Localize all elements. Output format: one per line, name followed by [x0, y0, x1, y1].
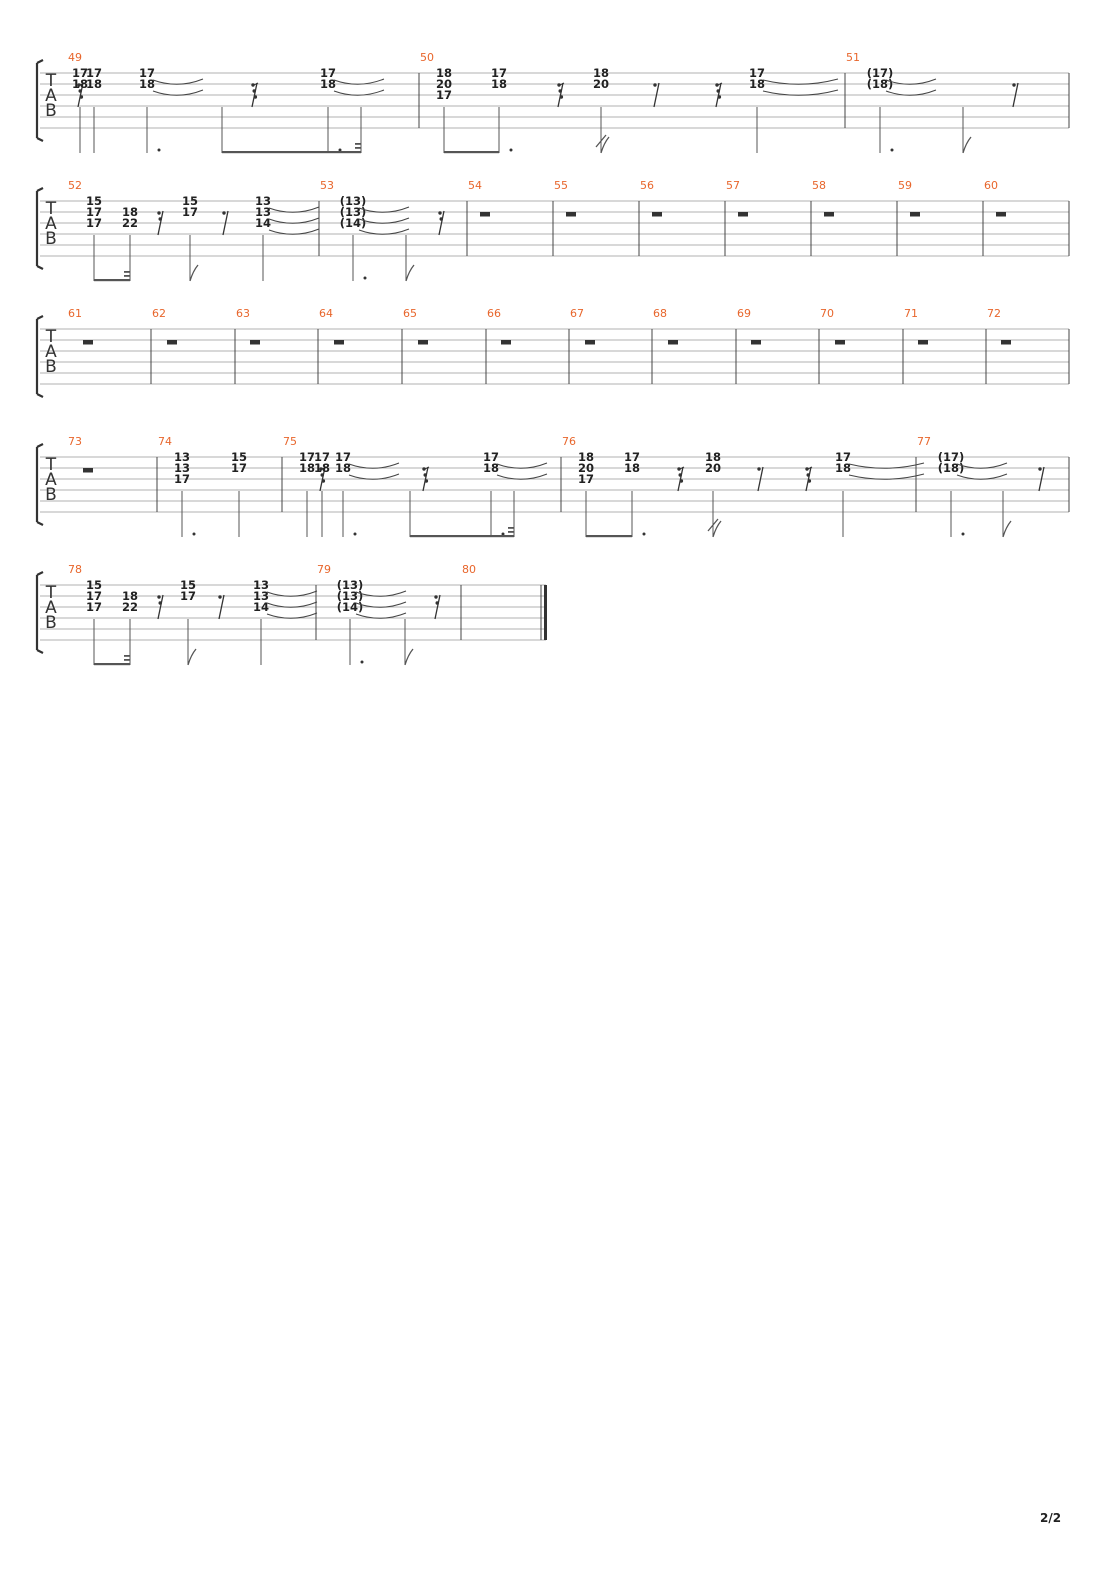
whole-rest	[83, 340, 93, 345]
fret-number: 17	[71, 66, 89, 80]
tie-arc	[269, 218, 319, 223]
measure-number: 56	[640, 179, 654, 192]
measure-number: 79	[317, 563, 331, 576]
measure-number: 55	[554, 179, 568, 192]
fret-number: 18	[313, 461, 331, 475]
rest-flag	[808, 479, 811, 482]
measure	[553, 179, 576, 256]
tie-arc	[497, 463, 547, 468]
fret-number: 18	[71, 77, 89, 91]
measure-number: 53	[320, 179, 334, 192]
tie-arc	[886, 90, 936, 95]
fret-number: 18	[85, 77, 103, 91]
measure-number: 77	[917, 435, 931, 448]
fret-number: 13	[173, 461, 191, 475]
measure	[402, 307, 428, 384]
fret-number: 18	[298, 461, 316, 475]
beam	[586, 535, 632, 537]
beam-secondary	[124, 655, 130, 657]
tie-arc	[267, 602, 317, 607]
tab-clef-letter: T	[45, 583, 57, 603]
note-flag	[963, 137, 971, 153]
tie-arc	[957, 474, 1007, 479]
fret-number: (13)	[339, 205, 367, 219]
whole-rest	[83, 468, 93, 473]
fret-number: (17)	[866, 66, 894, 80]
dot	[361, 661, 364, 664]
fret-number: 18	[482, 461, 500, 475]
tie-arc	[267, 613, 317, 618]
measure-number: 50	[420, 51, 434, 64]
fret-number: 14	[254, 216, 272, 230]
tab-clef-letter: T	[45, 455, 57, 475]
measure	[68, 435, 93, 473]
dot	[510, 149, 513, 152]
whole-rest	[996, 212, 1006, 217]
fret-number: (14)	[339, 216, 367, 230]
fret-number: 17	[482, 450, 500, 464]
tie-arc	[497, 474, 547, 479]
whole-rest	[751, 340, 761, 345]
fret-number: 17	[85, 66, 103, 80]
whole-rest	[652, 212, 662, 217]
fret-number: 18	[121, 589, 139, 603]
rest-flag	[254, 95, 257, 98]
fret-number: 17	[181, 205, 199, 219]
beam	[94, 663, 130, 665]
rest-flag	[222, 211, 225, 214]
fret-number: 17	[298, 450, 316, 464]
measure	[652, 307, 678, 384]
fret-number: 20	[435, 77, 453, 91]
measure	[736, 307, 761, 384]
measure	[68, 307, 93, 345]
measure-number: 64	[319, 307, 333, 320]
fret-number: 20	[592, 77, 610, 91]
fret-number: (13)	[336, 589, 364, 603]
fret-number: 18	[334, 461, 352, 475]
whole-rest	[1001, 340, 1011, 345]
tab-clef-letter: A	[45, 470, 57, 490]
tab-system	[37, 51, 1069, 153]
rest-flag	[436, 601, 439, 604]
beam-secondary	[508, 527, 514, 529]
tie-arc	[349, 474, 399, 479]
page-number: 2/2	[1040, 1511, 1062, 1525]
measure	[486, 307, 511, 384]
measure-number: 68	[653, 307, 667, 320]
beam-secondary	[124, 271, 130, 273]
measure	[282, 435, 547, 537]
tab-clef-letter: A	[45, 86, 57, 106]
measure-number: 66	[487, 307, 501, 320]
measure-number: 49	[68, 51, 82, 64]
fret-number: 17	[334, 450, 352, 464]
fret-number: 18	[834, 461, 852, 475]
measure-number: 58	[812, 179, 826, 192]
tie-arc	[763, 79, 838, 84]
fret-number: (13)	[339, 194, 367, 208]
tie-arc	[957, 463, 1007, 468]
measure-number: 65	[403, 307, 417, 320]
measure	[316, 563, 440, 665]
rest-flag	[159, 217, 162, 220]
fret-number: 18	[592, 66, 610, 80]
rest-flag	[157, 211, 160, 214]
measure	[318, 307, 344, 384]
measure-number: 80	[462, 563, 476, 576]
tie-arc	[153, 79, 203, 84]
tie-arc	[886, 79, 936, 84]
tie-arc	[356, 602, 406, 607]
fret-number: 13	[252, 578, 270, 592]
rest-flag	[807, 473, 810, 476]
fret-number: 18	[490, 77, 508, 91]
fret-number: 17	[748, 66, 766, 80]
measure-number: 60	[984, 179, 998, 192]
measure	[725, 179, 748, 256]
tab-system	[37, 435, 1069, 537]
measure	[68, 51, 384, 153]
fret-number: 18	[704, 450, 722, 464]
note-flag	[1003, 521, 1011, 537]
fret-number: 20	[577, 461, 595, 475]
measure-number: 70	[820, 307, 834, 320]
fret-number: 13	[173, 450, 191, 464]
final-barline	[544, 585, 547, 640]
measure	[68, 563, 317, 665]
fret-number: (18)	[866, 77, 894, 91]
fret-number: (17)	[937, 450, 965, 464]
measure-number: 51	[846, 51, 860, 64]
whole-rest	[334, 340, 344, 345]
tie-arc	[267, 591, 317, 596]
fret-number: 17	[85, 589, 103, 603]
fret-number: 18	[121, 205, 139, 219]
beam-secondary	[124, 659, 130, 661]
rest-flag	[560, 95, 563, 98]
measure	[639, 179, 662, 256]
fret-number: 17	[313, 450, 331, 464]
tie-arc	[269, 207, 319, 212]
tab-clef-letter: B	[45, 229, 57, 249]
measure	[467, 179, 490, 256]
measure	[151, 307, 177, 384]
tab-clef-letter: T	[45, 327, 57, 347]
rest-flag	[717, 89, 720, 92]
tie-arc	[153, 90, 203, 95]
fret-number: 15	[85, 578, 103, 592]
fret-number: 17	[319, 66, 337, 80]
whole-rest	[250, 340, 260, 345]
rest-flag	[218, 595, 221, 598]
measure	[319, 179, 444, 281]
measure-number: 54	[468, 179, 482, 192]
tab-clef-letter: B	[45, 101, 57, 121]
fret-number: 18	[577, 450, 595, 464]
tab-clef-letter: B	[45, 485, 57, 505]
tie-arc	[349, 463, 399, 468]
fret-number: 18	[623, 461, 641, 475]
tab-clef-letter: B	[45, 357, 57, 377]
note-flag	[406, 265, 414, 281]
tie-arc	[849, 474, 924, 479]
fret-number: 17	[435, 88, 453, 102]
system-bracket	[37, 444, 43, 525]
whole-rest	[418, 340, 428, 345]
rest-flag	[253, 89, 256, 92]
rest-flag	[757, 467, 760, 470]
rest-flag	[718, 95, 721, 98]
note-flag	[190, 265, 198, 281]
fret-number: 13	[254, 194, 272, 208]
rest-flag	[157, 595, 160, 598]
measure-number: 78	[68, 563, 82, 576]
measure	[461, 563, 547, 640]
measure	[819, 307, 845, 384]
whole-rest	[480, 212, 490, 217]
dot	[891, 149, 894, 152]
whole-rest	[738, 212, 748, 217]
tie-arc	[359, 218, 409, 223]
measure-number: 69	[737, 307, 751, 320]
measure	[897, 179, 920, 256]
tab-clef-letter: T	[45, 199, 57, 219]
measure	[903, 307, 928, 384]
rest-flag	[680, 479, 683, 482]
measure-number: 73	[68, 435, 82, 448]
rest-flag	[80, 95, 83, 98]
fret-number: 17	[179, 589, 197, 603]
tie-arc	[359, 207, 409, 212]
measure	[235, 307, 260, 384]
whole-rest	[918, 340, 928, 345]
fret-number: 13	[254, 205, 272, 219]
measure-number: 71	[904, 307, 918, 320]
measure	[986, 307, 1069, 384]
rest-flag	[559, 89, 562, 92]
measure	[68, 179, 319, 281]
system-bracket	[37, 60, 43, 141]
rest-flag	[159, 601, 162, 604]
rest-flag	[425, 479, 428, 482]
tab-clef-letter: T	[45, 71, 57, 91]
fret-number: 15	[85, 194, 103, 208]
tab-clef-letter: A	[45, 214, 57, 234]
measure-number: 62	[152, 307, 166, 320]
whole-rest	[585, 340, 595, 345]
fret-number: 17	[577, 472, 595, 486]
measure	[157, 435, 247, 537]
beam-secondary	[508, 531, 514, 533]
whole-rest	[167, 340, 177, 345]
rest-flag	[434, 595, 437, 598]
beam	[444, 151, 499, 153]
rest-flag	[322, 479, 325, 482]
dot	[354, 533, 357, 536]
tab-clef-letter: A	[45, 598, 57, 618]
fret-number: 18	[138, 77, 156, 91]
fret-number: 18	[435, 66, 453, 80]
rest-flag	[1038, 467, 1041, 470]
fret-number: 17	[623, 450, 641, 464]
fret-number: 17	[230, 461, 248, 475]
dot	[962, 533, 965, 536]
tie-arc	[763, 90, 838, 95]
tab-clef-letter: A	[45, 342, 57, 362]
tie-arc	[849, 463, 924, 468]
whole-rest	[910, 212, 920, 217]
measure-number: 59	[898, 179, 912, 192]
note-flag	[405, 649, 413, 665]
whole-rest	[668, 340, 678, 345]
fret-number: 22	[121, 216, 139, 230]
measure-number: 75	[283, 435, 297, 448]
tie-arc	[359, 229, 409, 234]
fret-number: 15	[230, 450, 248, 464]
fret-number: 15	[179, 578, 197, 592]
measure-number: 76	[562, 435, 576, 448]
fret-number: 17	[85, 216, 103, 230]
system-bracket	[37, 316, 43, 397]
measure-number: 52	[68, 179, 82, 192]
whole-rest	[501, 340, 511, 345]
dot	[364, 277, 367, 280]
grace-slash	[708, 519, 721, 537]
measure-number: 72	[987, 307, 1001, 320]
whole-rest	[835, 340, 845, 345]
measure	[845, 51, 1069, 153]
tab-system	[37, 307, 1069, 397]
fret-number: (18)	[937, 461, 965, 475]
system-bracket	[37, 572, 43, 653]
dot	[158, 149, 161, 152]
fret-number: 14	[252, 600, 270, 614]
whole-rest	[824, 212, 834, 217]
fret-number: 20	[704, 461, 722, 475]
measure	[569, 307, 595, 384]
fret-number: 17	[834, 450, 852, 464]
measure-number: 61	[68, 307, 82, 320]
fret-number: 17	[85, 600, 103, 614]
measure	[811, 179, 834, 256]
fret-number: 17	[490, 66, 508, 80]
tab-system	[37, 563, 547, 665]
fret-number: 13	[252, 589, 270, 603]
rest-flag	[653, 83, 656, 86]
tie-arc	[334, 90, 384, 95]
beam	[410, 535, 514, 537]
beam-secondary	[355, 147, 361, 149]
rest-flag	[440, 217, 443, 220]
fret-number: 18	[748, 77, 766, 91]
measure	[983, 179, 1069, 256]
beam	[222, 151, 361, 153]
tie-arc	[269, 229, 319, 234]
fret-number: (14)	[336, 600, 364, 614]
rest-flag	[424, 473, 427, 476]
measure-number: 74	[158, 435, 172, 448]
fret-number: 17	[173, 472, 191, 486]
measure-number: 63	[236, 307, 250, 320]
fret-number: 22	[121, 600, 139, 614]
fret-number: 15	[181, 194, 199, 208]
grace-slash	[596, 135, 609, 153]
fret-number: 18	[319, 77, 337, 91]
fret-number: (13)	[336, 578, 364, 592]
tab-clef-letter: B	[45, 613, 57, 633]
measure	[916, 435, 1069, 537]
whole-rest	[566, 212, 576, 217]
dot	[193, 533, 196, 536]
measure-number: 67	[570, 307, 584, 320]
measure	[561, 435, 924, 537]
tie-arc	[334, 79, 384, 84]
beam-secondary	[355, 143, 361, 145]
tie-arc	[356, 591, 406, 596]
rest-flag	[679, 473, 682, 476]
tie-arc	[356, 613, 406, 618]
beam-secondary	[124, 275, 130, 277]
fret-number: 17	[85, 205, 103, 219]
rest-flag	[1012, 83, 1015, 86]
measure-number: 57	[726, 179, 740, 192]
system-bracket	[37, 188, 43, 269]
dot	[643, 533, 646, 536]
beam	[94, 279, 130, 281]
fret-number: 17	[138, 66, 156, 80]
tab-system	[37, 179, 1069, 281]
note-flag	[188, 649, 196, 665]
rest-flag	[438, 211, 441, 214]
measure	[419, 51, 838, 153]
